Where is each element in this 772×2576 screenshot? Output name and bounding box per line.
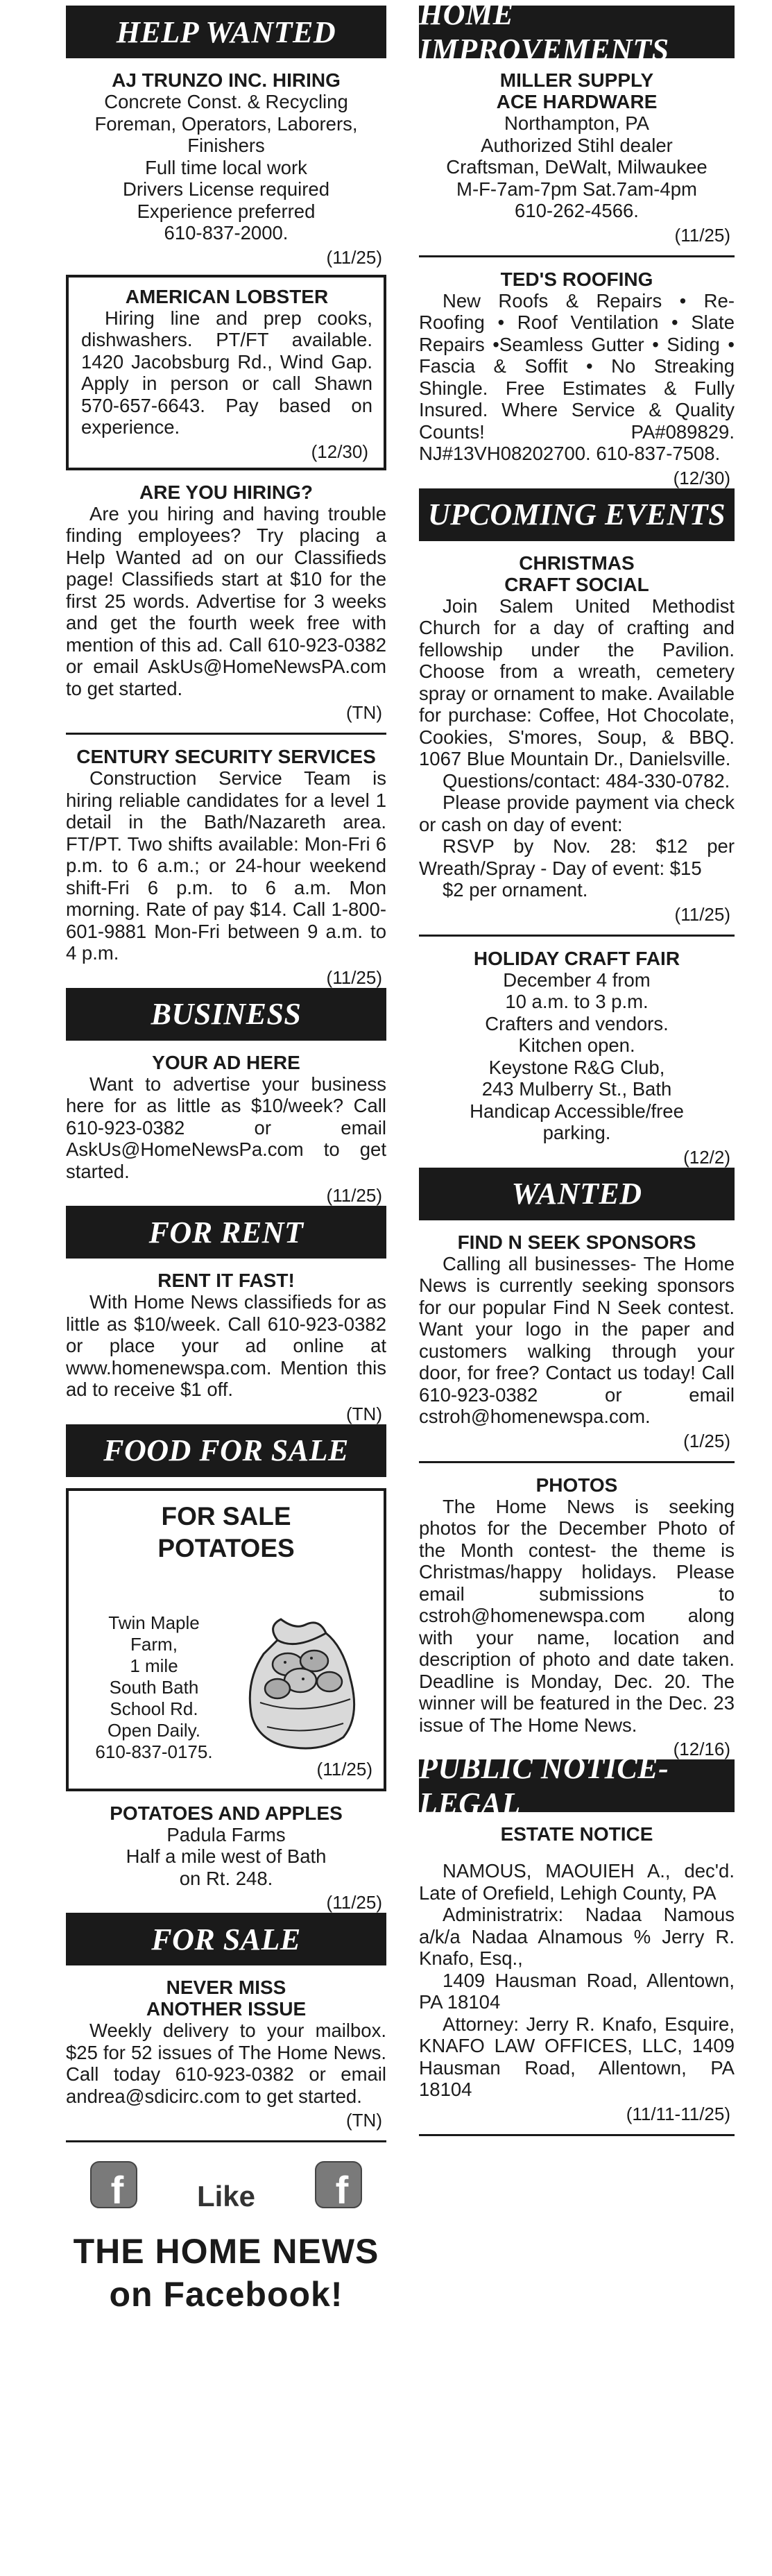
ad-ref: (TN) — [346, 702, 382, 723]
section-header-home-improvements: HOME IMPROVEMENTS — [419, 6, 735, 58]
ad-body: RSVP by Nov. 28: $12 per Wreath/Spray - Day of event: $15 — [419, 835, 735, 879]
ad-title: ANOTHER ISSUE — [146, 1998, 307, 2020]
ad-big-title: FOR SALE — [161, 1501, 291, 1530]
ad-body: Questions/contact: 484-330-0782. — [443, 769, 730, 792]
ad-line: parking. — [542, 1122, 611, 1143]
ad-teds-roofing — [419, 268, 735, 488]
ad-photos — [419, 1474, 735, 1760]
ad-title: FIND N SEEK SPONSORS — [457, 1231, 696, 1253]
ad-body: Weekly delivery to your mailbox. $25 for 52 issues of The Home News. Call today 610-923-0382 or email andrea@sdicirc.com to get started. — [66, 2020, 386, 2107]
ad-body: Are you hiring and having trouble finding employees? Try placing a Help Wanted ad on our Classifieds page! Classifieds start at $10 for the first 25 words. Advertise for 3 weeks and get the fourth week free with mention of this ad. Call 610-923-0382 or email AskUs@HomeNewsPA.com to get started. — [66, 502, 386, 699]
ad-line: December 4 from — [503, 969, 651, 991]
ad-line: South Bath — [109, 1676, 199, 1698]
section-header-for-rent: FOR RENT — [66, 1206, 386, 1259]
facebook-icon-letter: f — [335, 2168, 349, 2209]
ad-body: Construction Service Team is hiring reliable candidates for a level 1 detail in the Bath/Nazareth area. FT/PT. Two shifts available: Mon-Fri 6 p.m. to 6 a.m.; or 24-hour weekend shift-Fri 6 p.m. to 6 a.m. Mon morning. Rate of pay $14. Call 1-800-601-9881 Mon-Fri between 9 a.m. to 4 p.m. — [66, 767, 386, 964]
ad-line: 243 Mulberry St., Bath — [481, 1078, 672, 1100]
ad-body: New Roofs & Repairs • Re-Roofing • Roof Ventilation • Slate Repairs •Seamless Gutter • Siding • Fascia & Soffit • No Streaking Shingle. Free Estimates & Fully Insured. Where Service & Quality Counts! PA#089829. NJ#13VH08202700. 610-837-7508. — [419, 289, 735, 464]
ad-title: TED'S ROOFING — [500, 268, 653, 290]
ad-line: Experience preferred — [137, 200, 316, 222]
ad-body: Want to advertise your business here for as little as $10/week? Call 610-923-0382 or email AskUs@HomeNewsPa.com to get started. — [66, 1073, 386, 1182]
ad-miller-supply — [419, 69, 735, 246]
section-header-business: BUSINESS — [66, 988, 386, 1041]
ad-title: NEVER MISS — [166, 1977, 286, 1998]
ad-title: CHRISTMAS — [519, 552, 635, 574]
ad-line: Northampton, PA — [504, 112, 649, 134]
ad-body: Hiring line and prep cooks, dishwashers. PT/FT available. 1420 Jacobsburg Rd., Wind Gap. Apply in person or call Shawn 570-657-6643. Pay based on experience. — [81, 307, 372, 438]
ad-line: Kitchen open. — [518, 1034, 635, 1056]
ad-line: Concrete Const. & Recycling — [104, 91, 348, 112]
ad-american-lobster — [66, 275, 386, 470]
ad-holiday-craft-fair — [419, 948, 735, 1168]
ad-find-n-seek — [419, 1231, 735, 1451]
ad-ref: (11/25) — [674, 224, 730, 246]
ad-body: Administratrix: Nadaa Namous a/k/a Nadaa Alnamous % Jerry R. Knafo, Esq., — [419, 1904, 735, 1969]
section-header-wanted: WANTED — [419, 1168, 735, 1220]
ad-are-you-hiring — [66, 481, 386, 724]
ad-line: Twin Maple — [108, 1612, 200, 1633]
facebook-icon-letter: f — [110, 2168, 124, 2209]
ad-ref: (11/11-11/25) — [626, 2103, 730, 2124]
facebook-line: on Facebook! — [109, 2275, 343, 2314]
potato-sack-icon — [239, 1612, 366, 1751]
ad-title: MILLER SUPPLY — [499, 69, 654, 91]
ad-title: ESTATE NOTICE — [500, 1823, 653, 1845]
ad-title: AMERICAN LOBSTER — [125, 285, 329, 307]
divider — [66, 733, 386, 735]
ad-body: The Home News is seeking photos for the December Photo of the Month contest- the theme is Christmas/happy holidays. Please email submissions to cstroh@homenewspa.com along with your name, location and description of photo and date taken. Deadline is Monday, Dec. 20. The winner will be featured in the Dec. 23 issue of The Home News. — [419, 1495, 735, 1736]
ad-line: Half a mile west of Bath — [126, 1845, 327, 1867]
ad-body: NAMOUS, MAOUIEH A., dec'd. Late of Orefield, Lehigh County, PA — [419, 1860, 735, 1904]
ad-body: Attorney: Jerry R. Knafo, Esquire, KNAFO LAW OFFICES, LLC, 1409 Hausman Road, Allentown, PA 18104 — [419, 2013, 735, 2100]
ad-line: 10 a.m. to 3 p.m. — [505, 991, 649, 1012]
section-header-food-for-sale: FOOD FOR SALE — [66, 1424, 386, 1477]
divider — [419, 255, 735, 257]
ad-ref: (TN) — [346, 2110, 382, 2131]
ad-line: Crafters and vendors. — [485, 1012, 669, 1034]
section-header-public-notice: PUBLIC NOTICE-LEGAL — [419, 1759, 735, 1812]
ad-line: Craftsman, DeWalt, Milwaukee — [446, 156, 707, 178]
ad-line: Foreman, Operators, Laborers, — [94, 112, 358, 135]
ad-ref: (11/25) — [674, 903, 730, 925]
ad-line: Padula Farms — [166, 1823, 286, 1845]
ad-title: ACE HARDWARE — [496, 91, 658, 112]
ad-body: Join Salem United Methodist Church for a day of crafting and fellowship under the Pavilion. Choose from a wreath, cemetery spray or ornament to make. Available for purchase: Coffee, Hot Chocolate, Cookies, S'mores, Soup, & BBQ. 1067 Blue Mountain Dr., Danielsville. — [419, 595, 735, 769]
ad-your-ad-here — [66, 1052, 386, 1206]
facebook-line: THE HOME NEWS — [73, 2232, 379, 2271]
ad-line: 610-837-2000. — [164, 222, 289, 244]
ad-ref: (11/25) — [326, 1892, 382, 1913]
ad-century-security — [66, 746, 386, 988]
facebook-promo — [66, 2160, 386, 2348]
ad-ref: (12/16) — [673, 1739, 730, 1759]
right-column — [419, 0, 735, 2147]
ad-title: ARE YOU HIRING? — [139, 481, 313, 503]
section-header-upcoming-events: UPCOMING EVENTS — [419, 488, 735, 541]
ad-line: on Rt. 248. — [179, 1867, 273, 1889]
ad-potatoes-details — [81, 1612, 227, 1763]
ad-body: Calling all businesses- The Home News is currently seeking sponsors for our popular Find N Seek contest. Want your logo in the paper and customers walking through your door, for free? Contact us today! Call 610-923-0382 or email cstroh@homenewspa.com. — [419, 1252, 735, 1427]
ad-line: 1 mile — [130, 1655, 178, 1676]
facebook-like-text: Like — [196, 2180, 256, 2212]
ad-estate-notice — [419, 1823, 735, 2124]
ad-ref: (11/25) — [326, 966, 382, 988]
ad-body: With Home News classifieds for as little as $10/week. Call 610-923-0382 or place your ad online at www.homenewspa.com. Mention this ad to receive $1 off. — [66, 1291, 386, 1400]
ad-title: HOLIDAY CRAFT FAIR — [473, 947, 680, 969]
ad-title: AJ TRUNZO INC. HIRING — [112, 69, 341, 91]
ad-big-title: POTATOES — [157, 1533, 295, 1562]
ad-line: Finishers — [187, 135, 265, 156]
ad-line: 610-837-0175. — [95, 1741, 213, 1762]
ad-line: Keystone R&G Club, — [488, 1056, 665, 1078]
divider — [419, 1461, 735, 1463]
ad-line: 610-262-4566. — [515, 200, 639, 221]
ad-ref: (1/25) — [683, 1430, 730, 1451]
ad-line: Authorized Stihl dealer — [481, 134, 673, 156]
ad-title: RENT IT FAST! — [157, 1270, 295, 1291]
ad-line: School Rd. — [110, 1698, 198, 1719]
ad-body: Please provide payment via check or cash on day of event: — [419, 792, 735, 835]
ad-title: YOUR AD HERE — [152, 1051, 300, 1073]
ad-title: PHOTOS — [535, 1474, 618, 1496]
ad-line: Full time local work — [145, 156, 307, 178]
ad-title: POTATOES AND APPLES — [110, 1802, 343, 1824]
ad-line: M-F-7am-7pm Sat.7am-4pm — [456, 178, 697, 200]
ad-line: Drivers License required — [122, 178, 330, 200]
ad-body: 1409 Hausman Road, Allentown, PA 18104 — [419, 1969, 735, 2013]
ad-christmas-craft-social — [419, 552, 735, 925]
ad-ref: (12/2) — [683, 1146, 730, 1168]
ad-potatoes-box — [66, 1488, 386, 1791]
left-column — [66, 6, 386, 2348]
ad-ref: (12/30) — [673, 467, 730, 488]
ad-ref: (11/25) — [326, 246, 382, 268]
ad-never-miss — [66, 1977, 386, 2131]
divider — [419, 2134, 735, 2136]
ad-line: Farm, — [130, 1633, 178, 1655]
ad-title: CRAFT SOCIAL — [504, 573, 649, 595]
ad-body: $2 per ornament. — [443, 879, 588, 901]
ad-rent-it-fast — [66, 1270, 386, 1424]
ad-line: Handicap Accessible/free — [470, 1100, 684, 1122]
section-header-for-sale: FOR SALE — [66, 1913, 386, 1965]
ad-aj-trunzo — [66, 69, 386, 268]
section-header-help-wanted: HELP WANTED — [66, 6, 386, 58]
divider — [66, 2140, 386, 2142]
ad-padula-farms — [66, 1802, 386, 1913]
ad-title: CENTURY SECURITY SERVICES — [76, 746, 376, 767]
ad-ref: (11/25) — [326, 1185, 382, 1206]
ad-ref: (TN) — [346, 1403, 382, 1424]
ad-ref: (11/25) — [316, 1758, 372, 1780]
divider — [419, 935, 735, 937]
ad-ref: (12/30) — [311, 441, 368, 462]
ad-line: Open Daily. — [108, 1719, 200, 1741]
